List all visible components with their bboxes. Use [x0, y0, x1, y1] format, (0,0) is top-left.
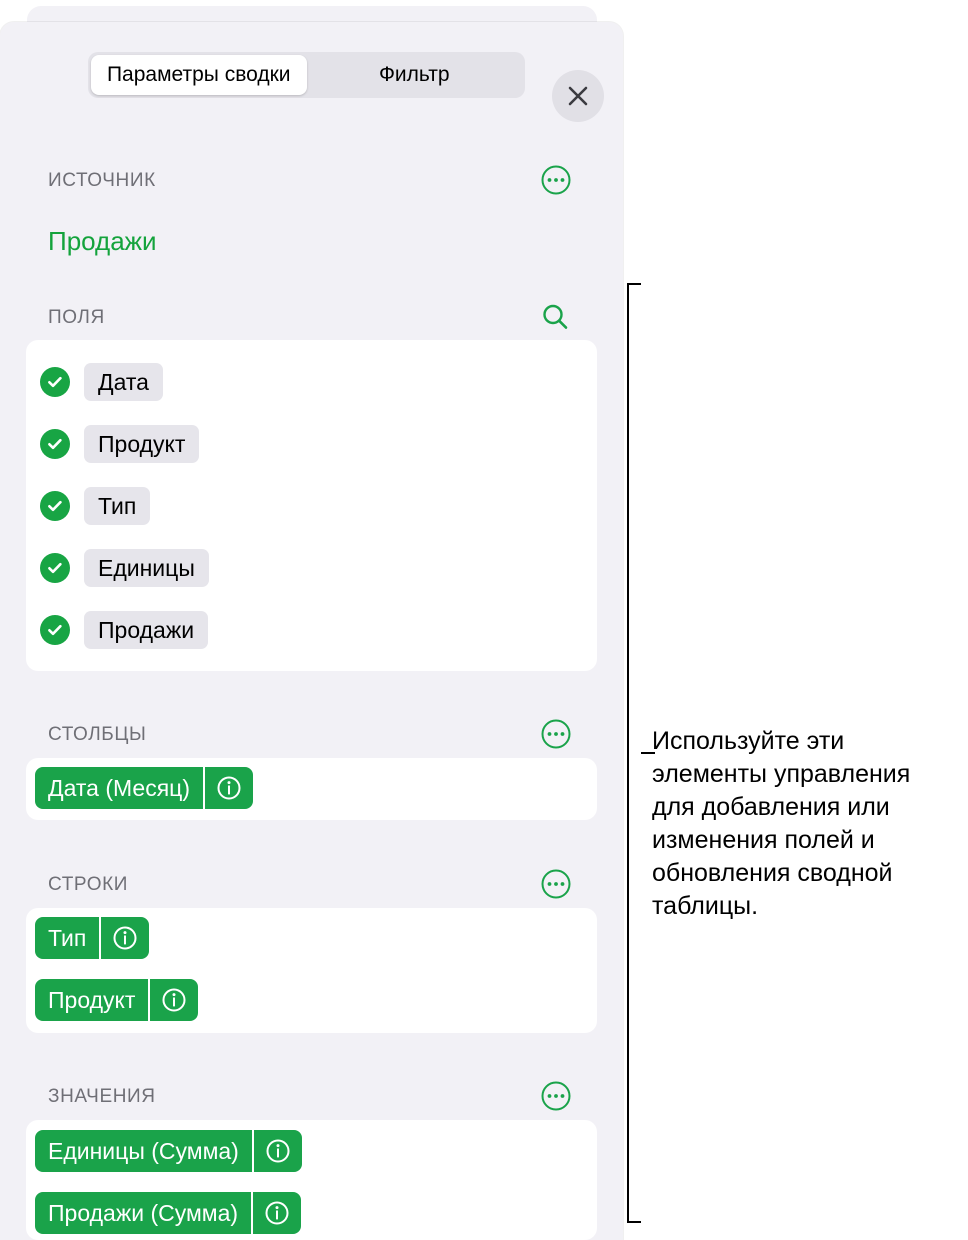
tab-filter[interactable]: Фильтр	[378, 63, 450, 86]
token-label: Тип	[48, 924, 87, 951]
section-label-columns: СТОЛБЦЫ	[48, 724, 147, 745]
field-label: Тип	[84, 487, 150, 525]
source-more-button[interactable]	[541, 165, 571, 195]
info-icon[interactable]	[148, 979, 198, 1021]
more-options-icon	[541, 1098, 571, 1115]
checkbox-checked-icon[interactable]	[40, 367, 70, 397]
checkbox-checked-icon[interactable]	[40, 615, 70, 645]
token-label: Дата (Месяц)	[48, 774, 190, 801]
pivot-options-panel	[0, 22, 623, 1240]
close-button[interactable]	[552, 70, 604, 122]
info-icon[interactable]	[251, 1192, 301, 1234]
search-icon	[540, 319, 570, 336]
token-rows-product[interactable]	[35, 979, 198, 1021]
info-icon[interactable]	[99, 917, 149, 959]
info-icon[interactable]	[252, 1130, 302, 1172]
field-item-date[interactable]	[40, 362, 163, 402]
columns-more-button[interactable]	[541, 719, 571, 749]
field-label: Единицы	[84, 549, 209, 587]
checkbox-checked-icon[interactable]	[40, 491, 70, 521]
field-item-product[interactable]	[40, 424, 199, 464]
section-label-rows: СТРОКИ	[48, 874, 129, 895]
section-label-values: ЗНАЧЕНИЯ	[48, 1086, 156, 1107]
checkbox-checked-icon[interactable]	[40, 553, 70, 583]
token-values-sales-sum[interactable]	[35, 1192, 301, 1234]
token-label: Продукт	[48, 986, 136, 1013]
section-label-source: ИСТОЧНИК	[48, 170, 156, 191]
field-item-units[interactable]	[40, 548, 209, 588]
checkbox-checked-icon[interactable]	[40, 429, 70, 459]
tab-bar	[88, 52, 525, 98]
more-options-icon	[541, 886, 571, 903]
token-values-units-sum[interactable]	[35, 1130, 302, 1172]
token-columns-date-month[interactable]	[35, 767, 253, 809]
info-icon[interactable]	[203, 767, 253, 809]
field-label: Продукт	[84, 425, 199, 463]
callout-bracket	[627, 283, 641, 1223]
fields-search-button[interactable]	[540, 302, 570, 332]
values-more-button[interactable]	[541, 1081, 571, 1111]
field-item-sales[interactable]	[40, 610, 208, 650]
rows-more-button[interactable]	[541, 869, 571, 899]
section-label-fields: ПОЛЯ	[48, 307, 105, 328]
more-options-icon	[541, 182, 571, 199]
source-value[interactable]: Продажи	[48, 226, 157, 256]
device-top-edge	[0, 0, 623, 22]
close-icon	[566, 84, 590, 108]
callout-text: Используйте эти элементы управления для добавления или изменения полей и обновления сводной таблицы.	[652, 727, 911, 920]
field-item-type[interactable]	[40, 486, 150, 526]
field-label: Продажи	[84, 611, 208, 649]
tab-summary-options[interactable]: Параметры сводки	[91, 55, 307, 95]
token-label: Единицы (Сумма)	[48, 1137, 239, 1164]
field-label: Дата	[84, 363, 163, 401]
token-label: Продажи (Сумма)	[48, 1199, 239, 1226]
token-rows-type[interactable]	[35, 917, 149, 959]
more-options-icon	[541, 736, 571, 753]
